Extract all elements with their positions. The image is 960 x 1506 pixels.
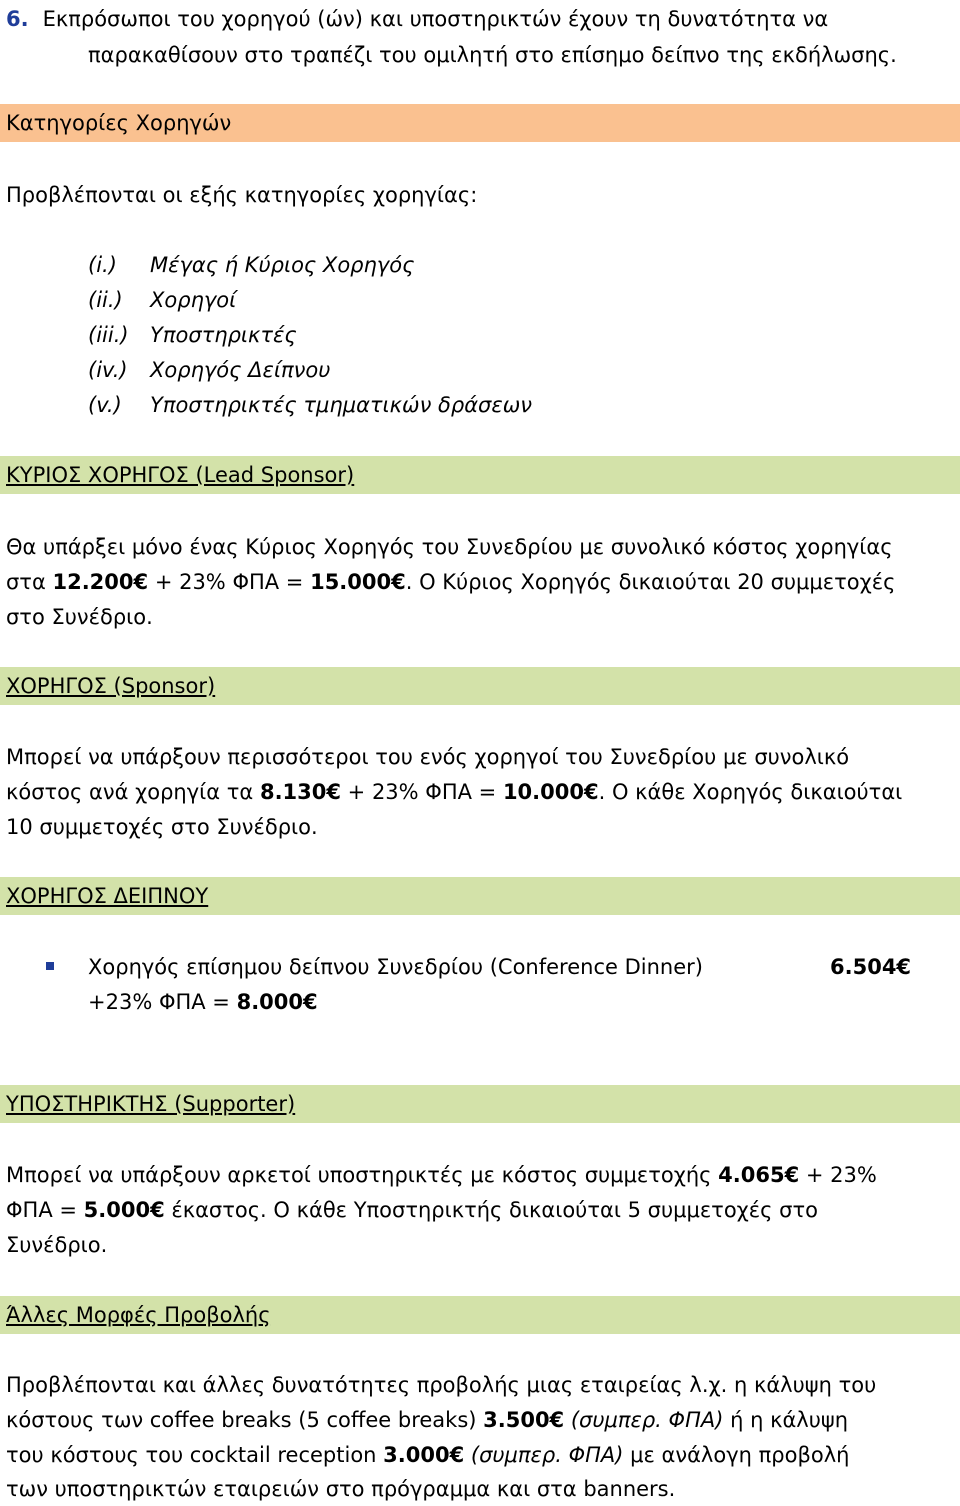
- categories-intro: Προβλέπονται οι εξής κατηγορίες χορηγίας:: [6, 183, 478, 207]
- dinner-sponsor-heading: [0, 877, 960, 915]
- other-forms-heading: [0, 1296, 960, 1334]
- category-item: [88, 248, 414, 282]
- dinner-sponsor-line1: Χορηγός επίσημου δείπνου Συνεδρίου (Conference Dinner): [88, 955, 703, 979]
- coffee-breaks-vat-note: (συμπερ. ΦΠΑ): [564, 1408, 724, 1432]
- dinner-sponsor-net-price: 6.504€: [830, 955, 912, 979]
- dinner-sponsor-total-price: 8.000€: [236, 990, 318, 1014]
- category-roman: (v.): [88, 393, 122, 417]
- sponsor-text: . Ο κάθε Χορηγός δικαιούται: [598, 780, 903, 804]
- category-item: [88, 353, 330, 387]
- dinner-sponsor-vat: +23% ΦΠΑ =: [88, 990, 237, 1014]
- other-forms-text: του κόστους του cocktail reception: [6, 1443, 384, 1467]
- coffee-breaks-price: 3.500€: [483, 1408, 565, 1432]
- category-roman: (ii.): [88, 288, 123, 312]
- lead-sponsor-line1: Θα υπάρξει μόνο ένας Κύριος Χορηγός του Συνεδρίου με συνολικό κόστος χορηγίας: [6, 535, 893, 559]
- lead-sponsor-heading-text: ΚΥΡΙΟΣ ΧΟΡΗΓΟΣ (Lead Sponsor): [6, 463, 355, 487]
- other-forms-line1: Προβλέπονται και άλλες δυνατότητες προβολής μιας εταιρείας λ.χ. η κάλυψη του: [6, 1373, 877, 1397]
- category-label: Μέγας ή Κύριος Χορηγός: [150, 253, 415, 277]
- supporter-line2: [6, 1193, 818, 1227]
- sponsor-text: κόστος ανά χορηγία τα: [6, 780, 260, 804]
- supporter-heading: [0, 1085, 960, 1123]
- category-label: Χορηγός Δείπνου: [150, 358, 331, 382]
- lead-sponsor-text: . Ο Κύριος Χορηγός δικαιούται 20 συμμετοχές: [405, 570, 896, 594]
- supporter-net-price: 4.065€: [718, 1163, 800, 1187]
- other-forms-text: κόστους των coffee breaks (5 coffee breaks): [6, 1408, 484, 1432]
- other-forms-text: με ανάλογη προβολή: [623, 1443, 850, 1467]
- dinner-sponsor-heading-text: ΧΟΡΗΓΟΣ ΔΕΙΠΝΟΥ: [6, 884, 209, 908]
- category-roman: (iii.): [88, 323, 129, 347]
- other-forms-text: ή η κάλυψη: [723, 1408, 849, 1432]
- item6-line1: [6, 2, 828, 36]
- category-label: Υποστηρικτές τμηματικών δράσεων: [150, 393, 533, 417]
- categories-heading: Κατηγορίες Χορηγών: [0, 104, 960, 142]
- lead-sponsor-line3: στο Συνέδριο.: [6, 605, 153, 629]
- category-item: [88, 318, 297, 352]
- supporter-heading-text: ΥΠΟΣΤΗΡΙΚΤΗΣ (Supporter): [6, 1092, 296, 1116]
- supporter-text: Μπορεί να υπάρξουν αρκετοί υποστηρικτές με κόστος συμμετοχής: [6, 1163, 719, 1187]
- square-bullet-icon: [46, 962, 54, 970]
- lead-sponsor-vat: + 23% ΦΠΑ =: [148, 570, 311, 594]
- category-roman: (iv.): [88, 358, 128, 382]
- sponsor-heading-text: ΧΟΡΗΓΟΣ (Sponsor): [6, 674, 216, 698]
- other-forms-line3: [6, 1438, 849, 1472]
- supporter-total-price: 5.000€: [83, 1198, 165, 1222]
- lead-sponsor-line2: [6, 565, 895, 599]
- sponsor-net-price: 8.130€: [259, 780, 341, 804]
- sponsor-vat: + 23% ΦΠΑ =: [341, 780, 503, 804]
- lead-sponsor-heading: [0, 456, 960, 494]
- other-forms-line4: των υποστηρικτών εταιρειών στο πρόγραμμα και στα banners.: [6, 1477, 676, 1501]
- item6-number: 6.: [6, 7, 29, 31]
- sponsor-line3: 10 συμμετοχές στο Συνέδριο.: [6, 815, 318, 839]
- cocktail-reception-vat-note: (συμπερ. ΦΠΑ): [464, 1443, 624, 1467]
- supporter-text: έκαστος. Ο κάθε Υποστηρικτής δικαιούται 5 συμμετοχές στο: [164, 1198, 818, 1222]
- lead-sponsor-text: στα: [6, 570, 53, 594]
- other-forms-heading-text: Άλλες Μορφές Προβολής: [6, 1303, 271, 1327]
- item6-line2: παρακαθίσουν στο τραπέζι του ομιλητή στο επίσημο δείπνο της εκδήλωσης.: [88, 43, 897, 67]
- category-roman: (i.): [88, 253, 117, 277]
- category-label: Χορηγοί: [150, 288, 237, 312]
- supporter-line3: Συνέδριο.: [6, 1233, 108, 1257]
- category-item: [88, 388, 532, 422]
- category-label: Υποστηρικτές: [150, 323, 297, 347]
- lead-sponsor-total-price: 15.000€: [310, 570, 406, 594]
- sponsor-line2: [6, 775, 902, 809]
- category-item: [88, 283, 236, 317]
- sponsor-total-price: 10.000€: [502, 780, 599, 804]
- cocktail-reception-price: 3.000€: [383, 1443, 465, 1467]
- sponsor-line1: Μπορεί να υπάρξουν περισσότεροι του ενός χορηγοί του Συνεδρίου με συνολικό: [6, 745, 850, 769]
- item6-text1: Εκπρόσωποι του χορηγού (ών) και υποστηρικτών έχουν τη δυνατότητα να: [42, 7, 829, 31]
- lead-sponsor-net-price: 12.200€: [52, 570, 149, 594]
- other-forms-line2: [6, 1403, 848, 1437]
- sponsor-heading: [0, 667, 960, 705]
- dinner-sponsor-line2: [88, 985, 318, 1019]
- supporter-vat: + 23%: [799, 1163, 877, 1187]
- supporter-line1: [6, 1158, 877, 1192]
- supporter-text: ΦΠΑ =: [6, 1198, 84, 1222]
